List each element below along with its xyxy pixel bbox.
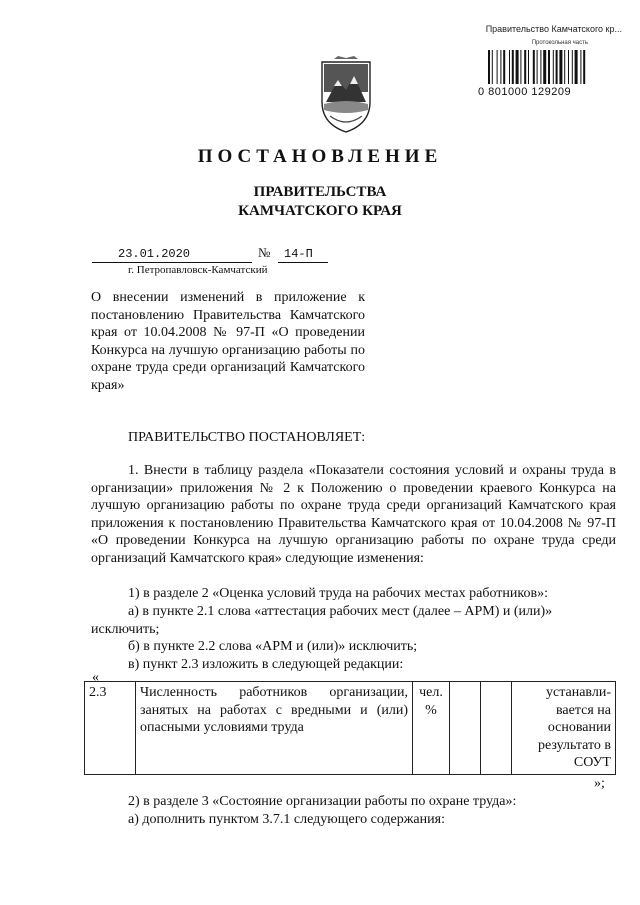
- replacement-table: [84, 681, 616, 775]
- issuer-line-2: КАМЧАТСКОГО КРАЯ: [238, 203, 402, 219]
- barcode-number: 0 801000 129209: [478, 86, 572, 98]
- issuer-line-1: ПРАВИТЕЛЬСТВА: [253, 184, 387, 200]
- cell-indicator: Численность работников организации, занятых на работах с вредными и (или) опасными условиями труда: [136, 682, 413, 775]
- cell-note: устанавли-вается на основании результато в СОУТ: [512, 682, 616, 775]
- subparagraph-1b: б) в пункте 2.2 слова «АРМ и (или)» исключить;: [128, 639, 418, 654]
- date-underline: [92, 262, 252, 263]
- document-title: ПОСТАНОВЛЕНИЕ: [197, 146, 443, 167]
- coat-of-arms-emblem: [316, 56, 376, 136]
- table-row: [85, 682, 616, 775]
- quote-open: «: [92, 670, 99, 685]
- resolution-heading: ПРАВИТЕЛЬСТВО ПОСТАНОВЛЯЕТ:: [128, 430, 366, 445]
- document-date: 23.01.2020: [118, 247, 191, 261]
- cell-col4: [450, 682, 481, 775]
- document-number: 14-П: [284, 247, 313, 261]
- number-underline: [278, 262, 328, 263]
- quote-close: »;: [594, 776, 605, 791]
- registry-stamp-sub: Протокольная часть: [531, 40, 588, 46]
- number-label: №: [258, 245, 271, 260]
- subparagraph-2: 2) в разделе 3 «Состояние организации работы по охране труда»:: [128, 794, 517, 809]
- subparagraph-2a: а) дополнить пунктом 3.7.1 следующего содержания:: [128, 812, 445, 827]
- subparagraph-1c: в) пункт 2.3 изложить в следующей редакции:: [128, 657, 404, 672]
- paragraph-1: 1. Внести в таблицу раздела «Показатели состояния условий и охраны труда в организации» приложения № 2 к Положению о проведении краевого Конкурса на лучшую организацию работы по охране труда среди организаций Камчатского края приложения к постановлению Правительства Камчатского края от 10.04.2008 № 97-П «О проведении Конкурса на лучшую организацию работы по охране труда среди организаций Камчатского края» следующие изменения:: [91, 463, 616, 566]
- subparagraph-1: 1) в разделе 2 «Оценка условий труда на рабочих местах работников»:: [128, 586, 548, 601]
- subparagraph-1a: а) в пункте 2.1 слова «аттестация рабочих мест (далее – АРМ) и (или)» исключить;: [91, 604, 553, 637]
- cell-col5: [481, 682, 512, 775]
- cell-item-number: 2.3: [85, 682, 136, 775]
- registry-stamp: Правительство Камчатского кр...: [485, 24, 622, 34]
- city: г. Петропавловск-Камчатский: [128, 264, 268, 276]
- cell-unit: чел. %: [413, 682, 450, 775]
- document-subject: О внесении изменений в приложение к постановлению Правительства Камчатского края от 10.04.2008 № 97-П «О проведении Конкурса на лучшую организацию работы по охране труда среди организаций Камчатского края»: [91, 290, 365, 393]
